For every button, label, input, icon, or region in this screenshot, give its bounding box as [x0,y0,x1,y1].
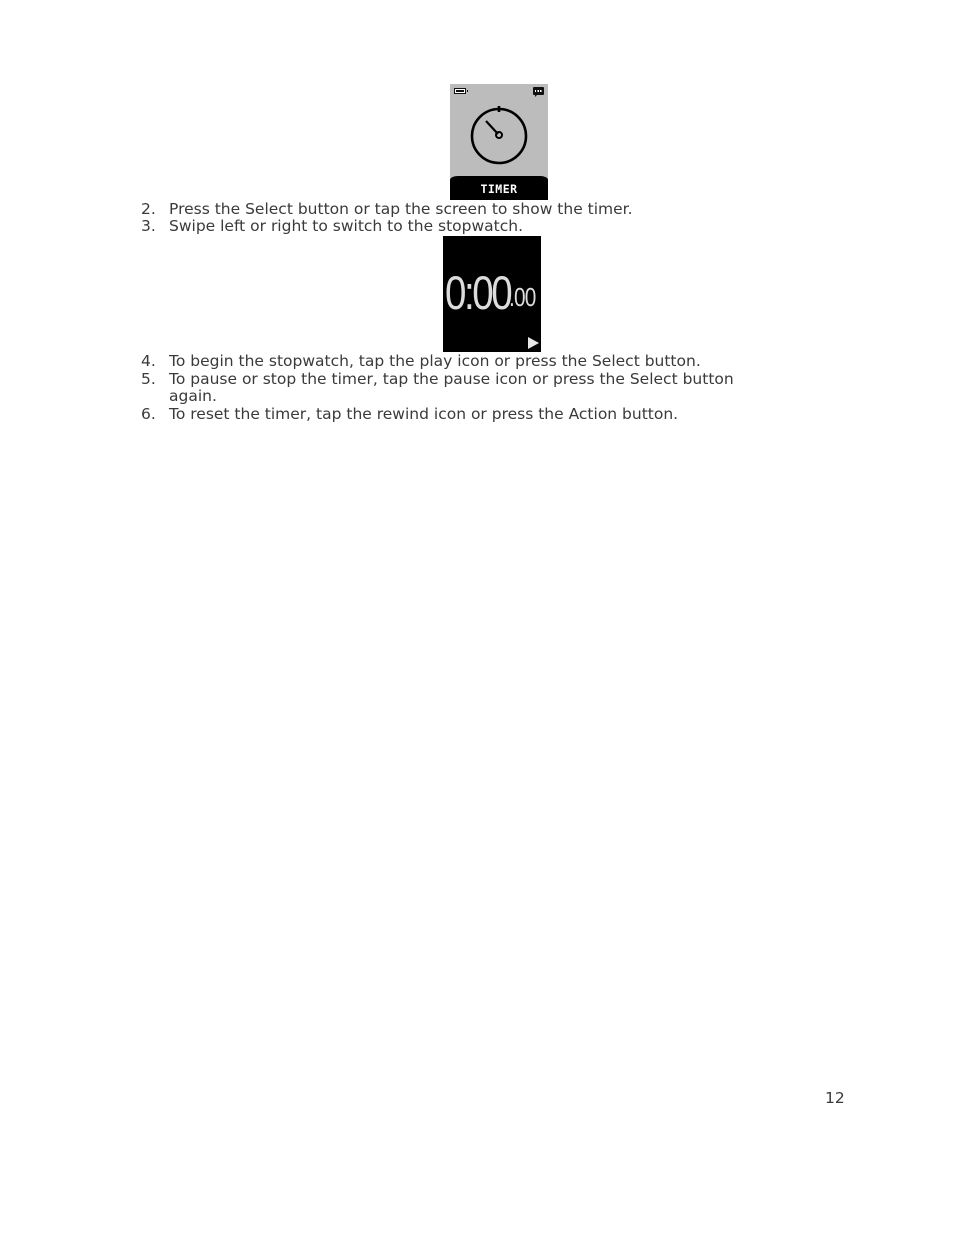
step-text: To reset the timer, tap the rewind icon or press the Action button. [169,405,679,423]
timer-label: TIMER [480,182,518,196]
stopwatch-icon [468,103,530,165]
step-text: To pause or stop the timer, tap the pause icon or press the Select button [169,370,734,388]
readout-main: 0:00 [445,266,511,319]
message-icon [533,87,544,95]
readout-fraction: .00 [509,282,536,312]
stopwatch-readout [445,266,536,319]
step-number: 4. [141,352,156,370]
stopwatch-screen [443,236,541,352]
step-number: 5. [141,370,156,388]
page-number: 12 [825,1089,845,1107]
step-text-continuation: again. [169,387,217,405]
timer-app-screen [450,84,548,200]
list-item-step-4 [141,353,701,370]
list-item-step-5 [141,371,734,405]
step-text: To begin the stopwatch, tap the play icon or press the Select button. [169,352,701,370]
list-item-step-3 [141,218,523,235]
step-number: 3. [141,217,156,235]
play-icon [528,337,539,349]
battery-icon [454,88,466,94]
step-text: Press the Select button or tap the screen to show the timer. [169,200,633,218]
step-number: 2. [141,200,156,218]
step-text: Swipe left or right to switch to the stopwatch. [169,217,524,235]
list-item-step-6 [141,406,678,423]
step-number: 6. [141,405,156,423]
list-item-step-2 [141,201,633,218]
